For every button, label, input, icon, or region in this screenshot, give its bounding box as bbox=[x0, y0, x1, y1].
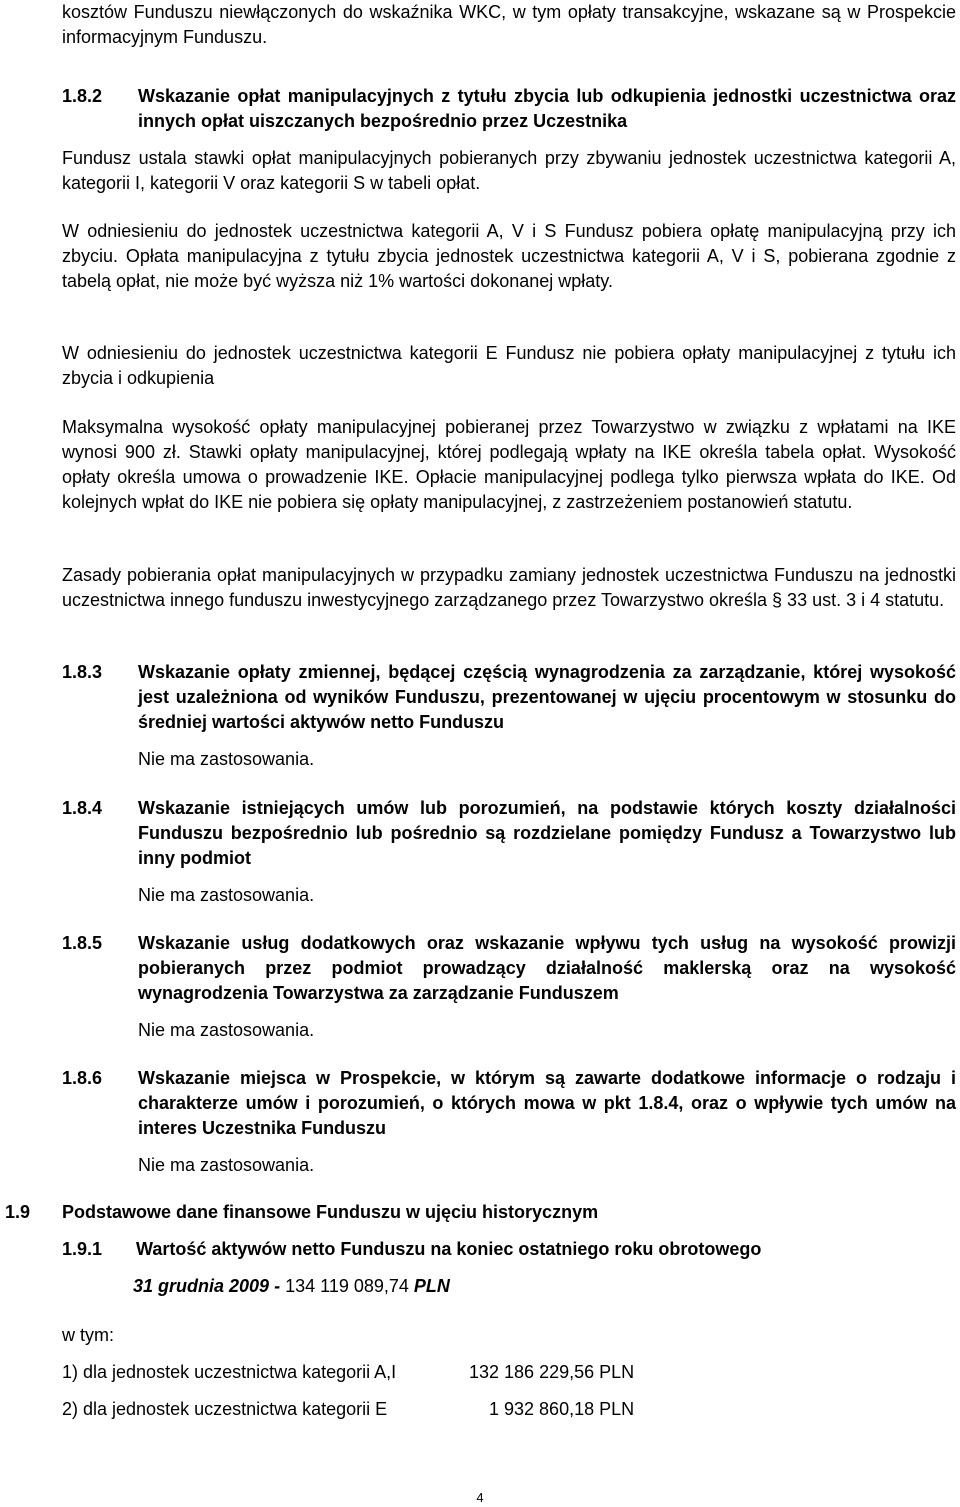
section-title: Wartość aktywów netto Funduszu na koniec ostatniego roku obrotowego bbox=[136, 1239, 762, 1259]
section-1-8-2-heading bbox=[62, 84, 956, 134]
section-number: 1.8.5 bbox=[62, 933, 103, 953]
section-1-8-6-heading bbox=[62, 1066, 956, 1141]
row-value: 1 932 860,18 PLN bbox=[489, 1399, 635, 1419]
section-number: 1.9 bbox=[5, 1202, 31, 1222]
not-applicable-note: Nie ma zastosowania. bbox=[138, 1020, 315, 1040]
section-1-8-4-heading bbox=[62, 796, 956, 871]
row-value: 132 186 229,56 PLN bbox=[469, 1362, 635, 1382]
section-title: Wskazanie opłaty zmiennej, będącej częścią wynagrodzenia za zarządzanie, której wysokość jest uzależniona od wyników Funduszu, prezentowanej w ujęciu procentowym w stosunku do średniej wartości aktywów netto Funduszu bbox=[138, 662, 956, 732]
net-asset-value-line bbox=[133, 1274, 450, 1299]
currency: PLN bbox=[413, 1276, 450, 1296]
section-title: Wskazanie usług dodatkowych oraz wskazanie wpływu tych usług na wysokość prowizji pobieranych przez podmiot prowadzący działalność maklerską oraz na wysokość wynagrodzenia Towarzystwa za zarządzanie Funduszem bbox=[138, 933, 956, 1003]
not-applicable-note: Nie ma zastosowania. bbox=[138, 749, 315, 769]
section-title: Wskazanie istniejących umów lub porozumień, na podstawie których koszty działalności Funduszu bezpośrednio lub pośrednio są rozdzielane pomiędzy Fundusz a Towarzystwo lub inny podmiot bbox=[138, 798, 956, 868]
not-applicable-note: Nie ma zastosowania. bbox=[138, 1155, 315, 1175]
section-title: Wskazanie miejsca w Prospekcie, w którym są zawarte dodatkowe informacje o rodzaju i charakterze umów i porozumień, o których mowa w pkt 1.8.4, oraz o wpływie tych umów na interes Uczestnika Funduszu bbox=[138, 1068, 956, 1138]
not-applicable-note: Nie ma zastosowania. bbox=[138, 885, 315, 905]
paragraph-rates: Fundusz ustala stawki opłat manipulacyjnych pobieranych przy zbywaniu jednostek uczestnictwa kategorii A, kategorii I, kategorii V oraz kategorii S w tabeli opłat. bbox=[62, 148, 956, 193]
paragraph-ike: Maksymalna wysokość opłaty manipulacyjnej pobieranej przez Towarzystwo w związku z wpłatami na IKE wynosi 900 zł. Stawki opłaty manipulacyjnej, której podlegają wpłaty na IKE określa tabela opłat. Wysokość opłaty określa umowa o prowadzenie IKE. Opłacie manipulacyjnej podlega tylko pierwsza wpłata do IKE. Od kolejnych wpłat do IKE nie pobiera się opłaty manipulacyjnej, z zastrzeżeniem postanowień statutu. bbox=[62, 417, 956, 512]
page-number: 4 bbox=[476, 1490, 484, 1505]
dash: - bbox=[274, 1276, 281, 1296]
section-number: 1.8.2 bbox=[62, 86, 103, 106]
row-label: 2) dla jednostek uczestnictwa kategorii E bbox=[62, 1399, 388, 1419]
section-title: Podstawowe dane finansowe Funduszu w ujęciu historycznym bbox=[62, 1202, 599, 1222]
section-number: 1.9.1 bbox=[62, 1239, 103, 1259]
section-number: 1.8.4 bbox=[62, 798, 103, 818]
section-number: 1.8.3 bbox=[62, 662, 103, 682]
paragraph-category-avs: W odniesieniu do jednostek uczestnictwa kategorii A, V i S Fundusz pobiera opłatę manipulacyjną przy ich zbyciu. Opłata manipulacyjna z tytułu zbycia jednostek uczestnictwa kategorii A, V i S, pobierana zgodnie z tabelą opłat, nie może być wyższa niż 1% wartości dokonanej wpłaty. bbox=[62, 221, 956, 291]
section-1-8-3-heading bbox=[62, 660, 956, 735]
section-title: Wskazanie opłat manipulacyjnych z tytułu zbycia lub odkupienia jednostki uczestnictwa oraz innych opłat uiszczanych bezpośrednio przez Uczestnika bbox=[138, 86, 956, 131]
section-number: 1.8.6 bbox=[62, 1068, 103, 1088]
paragraph-category-e: W odniesieniu do jednostek uczestnictwa kategorii E Fundusz nie pobiera opłaty manipulacyjnej z tytułu ich zbycia i odkupienia bbox=[62, 343, 956, 388]
section-1-8-5-heading bbox=[62, 931, 956, 1006]
reporting-date: 31 grudnia 2009 bbox=[133, 1276, 270, 1296]
paragraph-conversion: Zasady pobierania opłat manipulacyjnych w przypadku zamiany jednostek uczestnictwa Funduszu na jednostki uczestnictwa innego funduszu inwestycyjnego zarządzanego przez Towarzystwo określa § 33 ust. 3 i 4 statutu. bbox=[62, 565, 956, 610]
net-asset-value-total: 134 119 089,74 bbox=[285, 1276, 409, 1296]
row-label: 1) dla jednostek uczestnictwa kategorii A,I bbox=[62, 1362, 397, 1382]
including-label: w tym: bbox=[62, 1325, 114, 1345]
intro-paragraph: kosztów Funduszu niewłączonych do wskaźnika WKC, w tym opłaty transakcyjne, wskazane są w Prospekcie informacyjnym Funduszu. bbox=[62, 2, 956, 47]
